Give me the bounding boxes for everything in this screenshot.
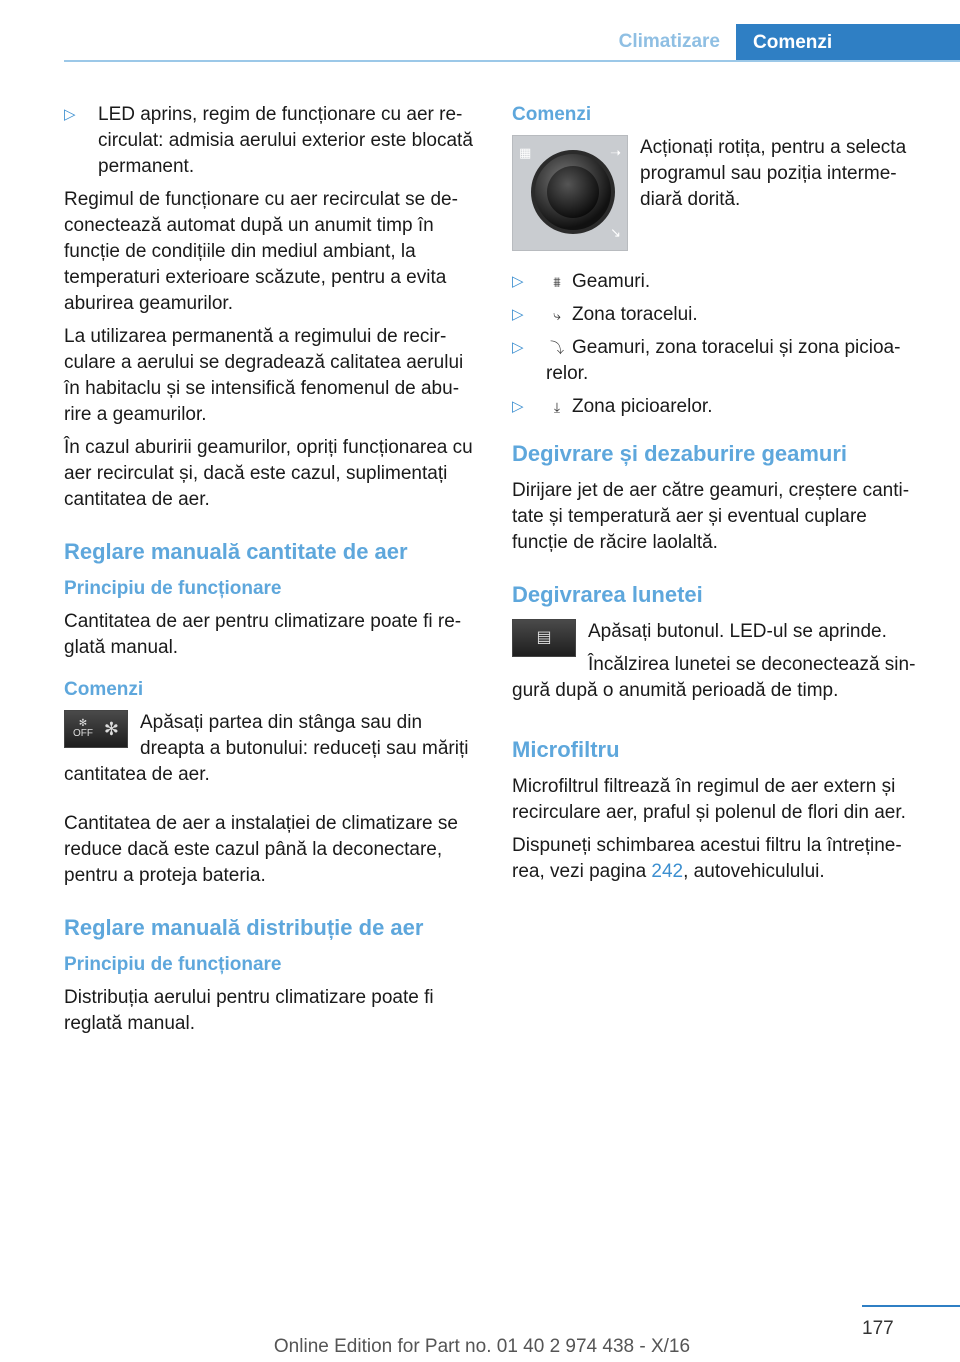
subsection-heading: Principiu de funcționare bbox=[64, 578, 282, 599]
paragraph: Cantitatea de aer a instalației de climatizare se reduce dacă este cazul până la deconectare, pentru a proteja bateria. bbox=[64, 813, 458, 886]
knob-inner bbox=[547, 166, 599, 218]
triangle-bullet-icon: ▷ bbox=[512, 306, 524, 323]
rotary-knob-image bbox=[512, 135, 628, 251]
paragraph: Apăsați butonul. LED-ul se aprinde. bbox=[588, 621, 887, 642]
section-heading: Degivrarea lunetei bbox=[512, 582, 703, 607]
paragraph bbox=[512, 833, 926, 885]
list-item bbox=[512, 335, 926, 387]
triangle-bullet-icon: ▷ bbox=[64, 106, 76, 123]
paragraph: Încălzirea lunetei se deconectează singură după o anumită perioadă de timp. bbox=[512, 654, 916, 701]
footwell-airflow-icon: ⤓ bbox=[553, 399, 561, 415]
section-tab[interactable]: Climatizare bbox=[618, 31, 720, 52]
rear-defrost-button-image bbox=[512, 619, 576, 657]
subsection-heading: Comenzi bbox=[64, 679, 144, 700]
page-header bbox=[0, 0, 960, 62]
fan-icon: ✻ bbox=[103, 719, 119, 739]
paragraph: Cantitatea de aer pentru climatizare poate fi reglată manual. bbox=[64, 611, 462, 658]
list-item bbox=[512, 269, 926, 295]
rear-defrost-figure bbox=[512, 619, 926, 711]
paragraph: Dirijare jet de aer către geamuri, creștere cantitate și temperatură aer și eventual cuplare funcție de răcire laolaltă. bbox=[512, 480, 910, 553]
list-item bbox=[512, 302, 926, 328]
list-item-text: Zona toracelui. bbox=[572, 304, 698, 325]
paragraph: Distribuția aerului pentru climatizare poate fi reglată manual. bbox=[64, 987, 434, 1034]
chest-airflow-icon: ➝ bbox=[610, 145, 621, 160]
triangle-bullet-icon: ▷ bbox=[512, 398, 524, 415]
rear-window-heating-icon: ▤ bbox=[536, 629, 552, 646]
section-heading: Microfiltru bbox=[512, 737, 620, 762]
subsection-heading: Comenzi bbox=[512, 104, 592, 125]
subsection-heading: Principiu de funcționare bbox=[64, 954, 282, 975]
triangle-bullet-icon: ▷ bbox=[512, 273, 524, 290]
page-link[interactable]: 242 bbox=[651, 861, 684, 882]
paragraph: Apăsați partea din stânga sau din dreapta a butonului: reduceți sau măriți cantitatea de aer. bbox=[64, 712, 469, 785]
fan-off-icon: ✻ OFF bbox=[73, 718, 93, 739]
left-column bbox=[64, 102, 478, 1044]
chest-airflow-icon: ⤷ bbox=[553, 307, 561, 323]
list-item bbox=[512, 394, 926, 420]
list-item-text: Zona picioarelor. bbox=[572, 396, 713, 417]
paragraph: În cazul aburirii geamurilor, opriți funcționarea cu aer recirculat și, dacă este cazul, suplimentați cantitatea de aer. bbox=[64, 437, 473, 510]
paragraph: Acționați rotița, pentru a selecta programul sau poziția intermediară dorită. bbox=[640, 137, 907, 210]
page-number: 177 bbox=[862, 1318, 894, 1339]
edition-note: Online Edition for Part no. 01 40 2 974 438 - X/16 bbox=[273, 1336, 691, 1357]
header-divider bbox=[64, 60, 960, 62]
triangle-bullet-icon: ▷ bbox=[512, 339, 524, 356]
list-item-text: Geamuri. bbox=[572, 271, 651, 292]
airflow-button-image bbox=[64, 710, 128, 748]
chapter-tab[interactable]: Comenzi bbox=[736, 24, 960, 62]
distribution-control-figure bbox=[512, 135, 926, 257]
section-heading: Degivrare și dezaburire geamuri bbox=[512, 441, 848, 466]
paragraph: Regimul de funcționare cu aer recirculat se deconectează automat după un anumit timp în funcție de condițiile din mediul ambiant, la temperaturi exterioare scăzute, pentru a evita aburirea geamurilor. bbox=[64, 189, 458, 314]
windshield-icon: ▦ bbox=[519, 145, 532, 160]
all-zones-airflow-icon: ⤵ bbox=[550, 340, 564, 356]
right-column bbox=[512, 102, 926, 892]
list-item-text: Geamuri, zona toracelui și zona picioarelor. bbox=[546, 337, 901, 384]
list-item-text: LED aprins, regim de funcționare cu aer recirculat: admisia aerului exterior este blocată permanent. bbox=[98, 104, 473, 177]
knob-outer bbox=[531, 150, 615, 234]
footer-divider bbox=[862, 1305, 960, 1307]
off-label: OFF bbox=[73, 728, 93, 739]
windshield-icon: ⩩ bbox=[553, 274, 561, 290]
section-heading: Reglare manuală distribuție de aer bbox=[64, 915, 424, 940]
paragraph-text: , autovehiculului. bbox=[683, 861, 825, 882]
paragraph: Microfiltrul filtrează în regimul de aer extern și recirculare aer, praful și polenul de flori din aer. bbox=[512, 776, 906, 823]
paragraph: La utilizarea permanentă a regimului de recirculare a aerului se degradează calitatea aerului în habitaclu și se intensifică fenomenul de aburire a geamurilor. bbox=[64, 326, 464, 425]
footwell-airflow-icon: ↘ bbox=[610, 225, 621, 240]
section-heading: Reglare manuală cantitate de aer bbox=[64, 539, 408, 564]
paragraph-text: Dispuneți schimbarea acestui filtru la întreținerea, vezi pagina bbox=[512, 835, 902, 882]
list-item bbox=[64, 102, 478, 180]
airflow-control-figure bbox=[64, 710, 478, 795]
